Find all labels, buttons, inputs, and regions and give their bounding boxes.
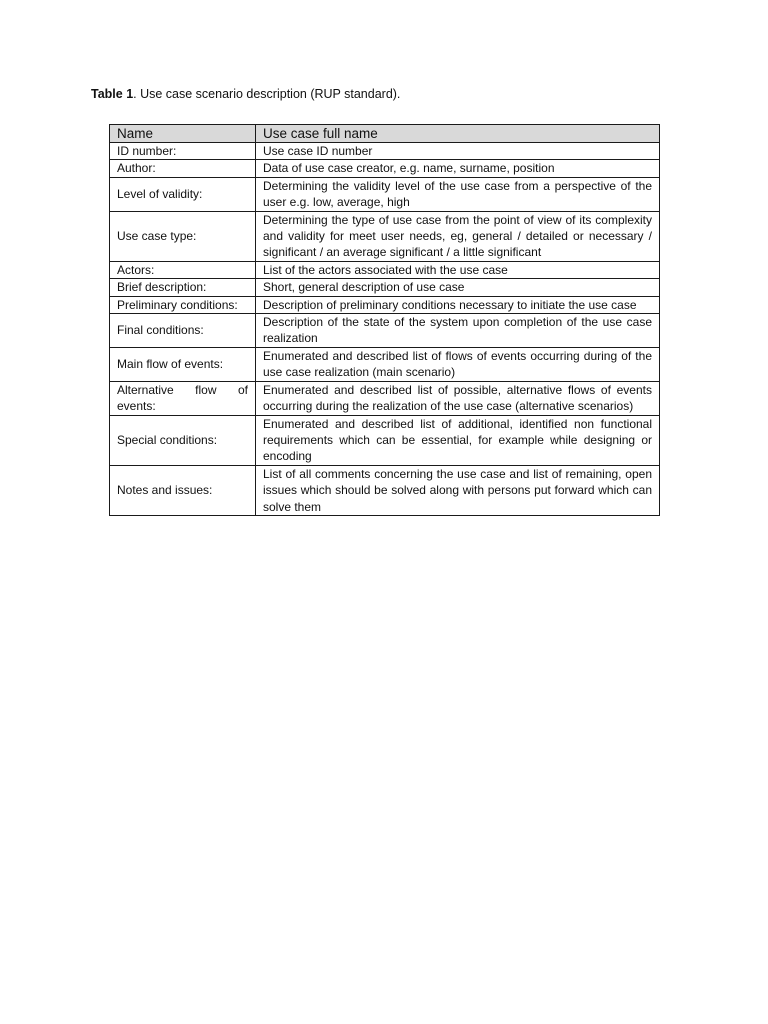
row-value-author: Data of use case creator, e.g. name, surname, position — [256, 160, 660, 177]
row-value-preliminary-conditions: Description of preliminary conditions necessary to initiate the use case — [256, 296, 660, 313]
row-value-main-flow-of-events: Enumerated and described list of flows of events occurring during of the use case realization (main scenario) — [256, 347, 660, 381]
table-row — [110, 314, 660, 348]
header-use-case-full-name: Use case full name — [256, 125, 660, 143]
row-value-use-case-type: Determining the type of use case from the point of view of its complexity and validity for meet user needs, eg, general / detailed or necessary / significant / an average significant / a little significant — [256, 211, 660, 261]
row-label-main-flow-of-events: Main flow of events: — [110, 347, 256, 381]
table-row — [110, 415, 660, 465]
table-row — [110, 381, 660, 415]
row-label-brief-description: Brief description: — [110, 279, 256, 296]
row-label-final-conditions: Final conditions: — [110, 314, 256, 348]
table-row — [110, 296, 660, 313]
row-value-special-conditions: Enumerated and described list of additional, identified non functional requirements which can be essential, for example while designing or encoding — [256, 415, 660, 465]
table-row — [110, 177, 660, 211]
row-label-notes-and-issues: Notes and issues: — [110, 465, 256, 515]
header-name: Name — [110, 125, 256, 143]
table-caption-text: . Use case scenario description (RUP standard). — [133, 87, 401, 101]
table-row — [110, 279, 660, 296]
table-row — [110, 261, 660, 278]
row-label-use-case-type: Use case type: — [110, 211, 256, 261]
row-label-preliminary-conditions: Preliminary conditions: — [110, 296, 256, 313]
row-value-alternative-flow-of-events: Enumerated and described list of possible, alternative flows of events occurring during the realization of the use case (alternative scenarios) — [256, 381, 660, 415]
row-value-brief-description: Short, general description of use case — [256, 279, 660, 296]
table-row — [110, 211, 660, 261]
table-caption-label: Table 1 — [91, 87, 134, 101]
table-row — [110, 160, 660, 177]
table-row — [110, 465, 660, 515]
row-label-alternative-flow-of-events: Alternative flow of events: — [110, 381, 256, 415]
row-label-author: Author: — [110, 160, 256, 177]
row-label-special-conditions: Special conditions: — [110, 415, 256, 465]
row-label-id-number: ID number: — [110, 143, 256, 160]
row-label-actors: Actors: — [110, 261, 256, 278]
table-row — [110, 143, 660, 160]
row-value-level-of-validity: Determining the validity level of the use case from a perspective of the user e.g. low, average, high — [256, 177, 660, 211]
table-header-row — [110, 125, 660, 143]
row-value-id-number: Use case ID number — [256, 143, 660, 160]
row-value-actors: List of the actors associated with the use case — [256, 261, 660, 278]
row-value-notes-and-issues: List of all comments concerning the use case and list of remaining, open issues which should be solved along with persons put forward which can solve them — [256, 465, 660, 515]
row-label-level-of-validity: Level of validity: — [110, 177, 256, 211]
table-caption — [91, 86, 400, 102]
table-row — [110, 347, 660, 381]
use-case-table — [109, 124, 660, 516]
row-value-final-conditions: Description of the state of the system upon completion of the use case realization — [256, 314, 660, 348]
